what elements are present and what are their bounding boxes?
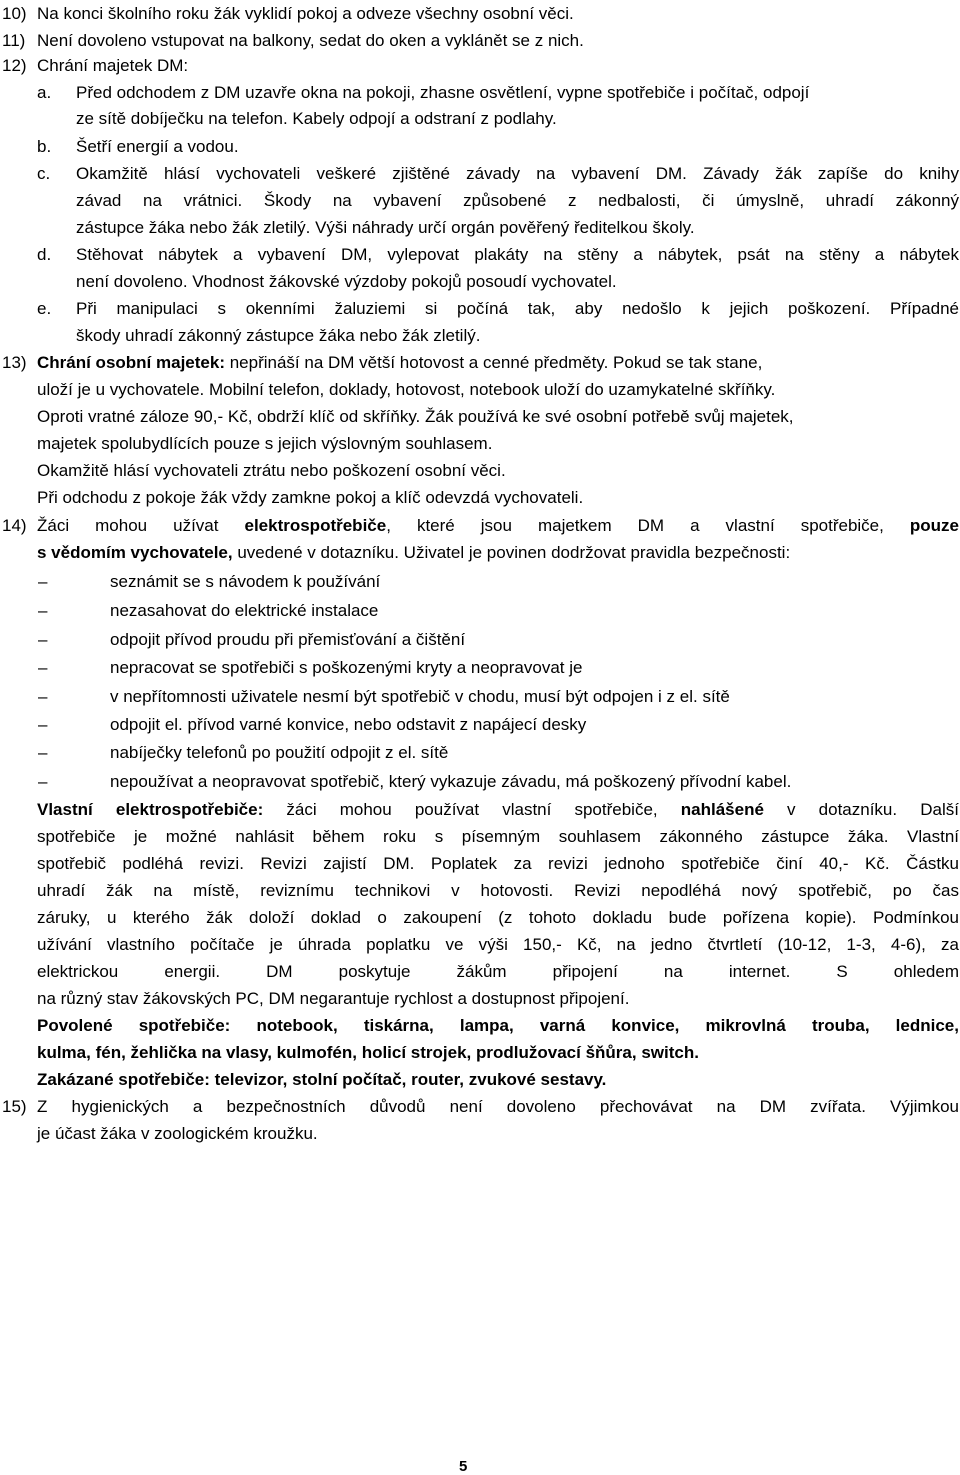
rule-text: Oproti vratné záloze 90,- Kč, obdrží klíč od skříňky. Žák používá ke své osobní potřebě svůj majetek, [37, 407, 794, 426]
item-number: 13) [2, 353, 27, 372]
subitem-letter: a. [37, 83, 52, 102]
subitem-letter: d. [37, 245, 52, 264]
rule-text: nepřináší na DM větší hotovost a cenné předměty. Pokud se tak stane, [229, 353, 763, 372]
dash-bullet: – [38, 772, 48, 791]
bold-term: s vědomím vychovatele, [37, 543, 233, 562]
dash-bullet: – [38, 658, 48, 677]
subitem-letter: b. [37, 137, 52, 156]
bold-term: elektrospotřebiče [244, 516, 387, 535]
item-number: 11) [2, 31, 26, 50]
rule-text: Není dovoleno vstupovat na balkony, sedat do oken a vyklánět se z nich. [37, 31, 584, 50]
subitem-text: ze sítě dobíječku na telefon. Kabely odpojí a odstraní z podlahy. [76, 109, 557, 128]
dash-bullet: – [38, 572, 48, 591]
rule-text: Okamžitě hlásí vychovateli ztrátu nebo poškození osobní věci. [37, 461, 506, 480]
subitem-text: škody uhradí zákonný zástupce žáka nebo žák zletilý. [76, 326, 481, 345]
rule-text: Při odchodu z pokoje žák vždy zamkne pokoj a klíč odevzdá vychovateli. [37, 488, 584, 507]
subitem-text: Šetří energií a vodou. [76, 137, 239, 156]
dash-bullet: – [38, 715, 48, 734]
subitem-letter: e. [37, 299, 52, 318]
bold-term: pouze [909, 516, 959, 535]
dash-bullet: – [38, 630, 48, 649]
rule-text: je účast žáka v zoologickém kroužku. [37, 1124, 318, 1143]
subitem-text: není dovoleno. Vhodnost žákovské výzdoby pokojů posoudí vychovatel. [76, 272, 617, 291]
subitem-text: Okamžitě hlásí vychovateli veškeré zjištěné závady na vybavení DM. Závady žák zapíše do knihy [76, 164, 959, 183]
subitem-text: závad na vrátnici. Škody na vybavení způsobené z nedbalosti, či úmyslně, uhradí zákonný [76, 191, 959, 210]
page-number: 5 [459, 1458, 468, 1475]
rule-text: Z hygienických a bezpečnostních důvodů není dovoleno přechovávat na DM zvířata. Výjimkou [37, 1097, 959, 1116]
item-number: 10) [2, 4, 27, 23]
dash-bullet: – [38, 601, 48, 620]
rule-text: Na konci školního roku žák vyklidí pokoj a odveze všechny osobní věci. [37, 4, 574, 23]
item-number: 14) [2, 516, 27, 535]
rule-text: Chrání majetek DM: [37, 56, 189, 75]
subitem-text: Stěhovat nábytek a vybavení DM, vylepovat plakáty na stěny a nábytek, psát na stěny a nábytek [76, 245, 959, 264]
subitem-letter: c. [37, 164, 51, 183]
item-number: 12) [2, 56, 27, 75]
bold-heading: Vlastní elektrospotřebiče: [37, 800, 264, 819]
subitem-text: zástupce žáka nebo žák zletilý. Výši náhrady určí orgán pověřený ředitelkou školy. [76, 218, 695, 237]
rule-text: uloží je u vychovatele. Mobilní telefon, doklady, hotovost, notebook uloží do uzamykatelné skříňky. [37, 380, 776, 399]
rule-text: majetek spolubydlících pouze s jejich výslovným souhlasem. [37, 434, 493, 453]
subitem-text: Při manipulaci s okenními žaluziemi si počíná tak, aby nedošlo k jejich poškození. Případné [76, 299, 959, 318]
bold-heading: Chrání osobní majetek: [37, 353, 225, 372]
dash-bullet: – [38, 743, 48, 762]
item-number: 15) [2, 1097, 27, 1116]
subitem-text: Před odchodem z DM uzavře okna na pokoji, zhasne osvětlení, vypne spotřebiče i počítač, odpojí [76, 83, 810, 102]
dash-bullet: – [38, 687, 48, 706]
bold-term: nahlášené [680, 800, 764, 819]
